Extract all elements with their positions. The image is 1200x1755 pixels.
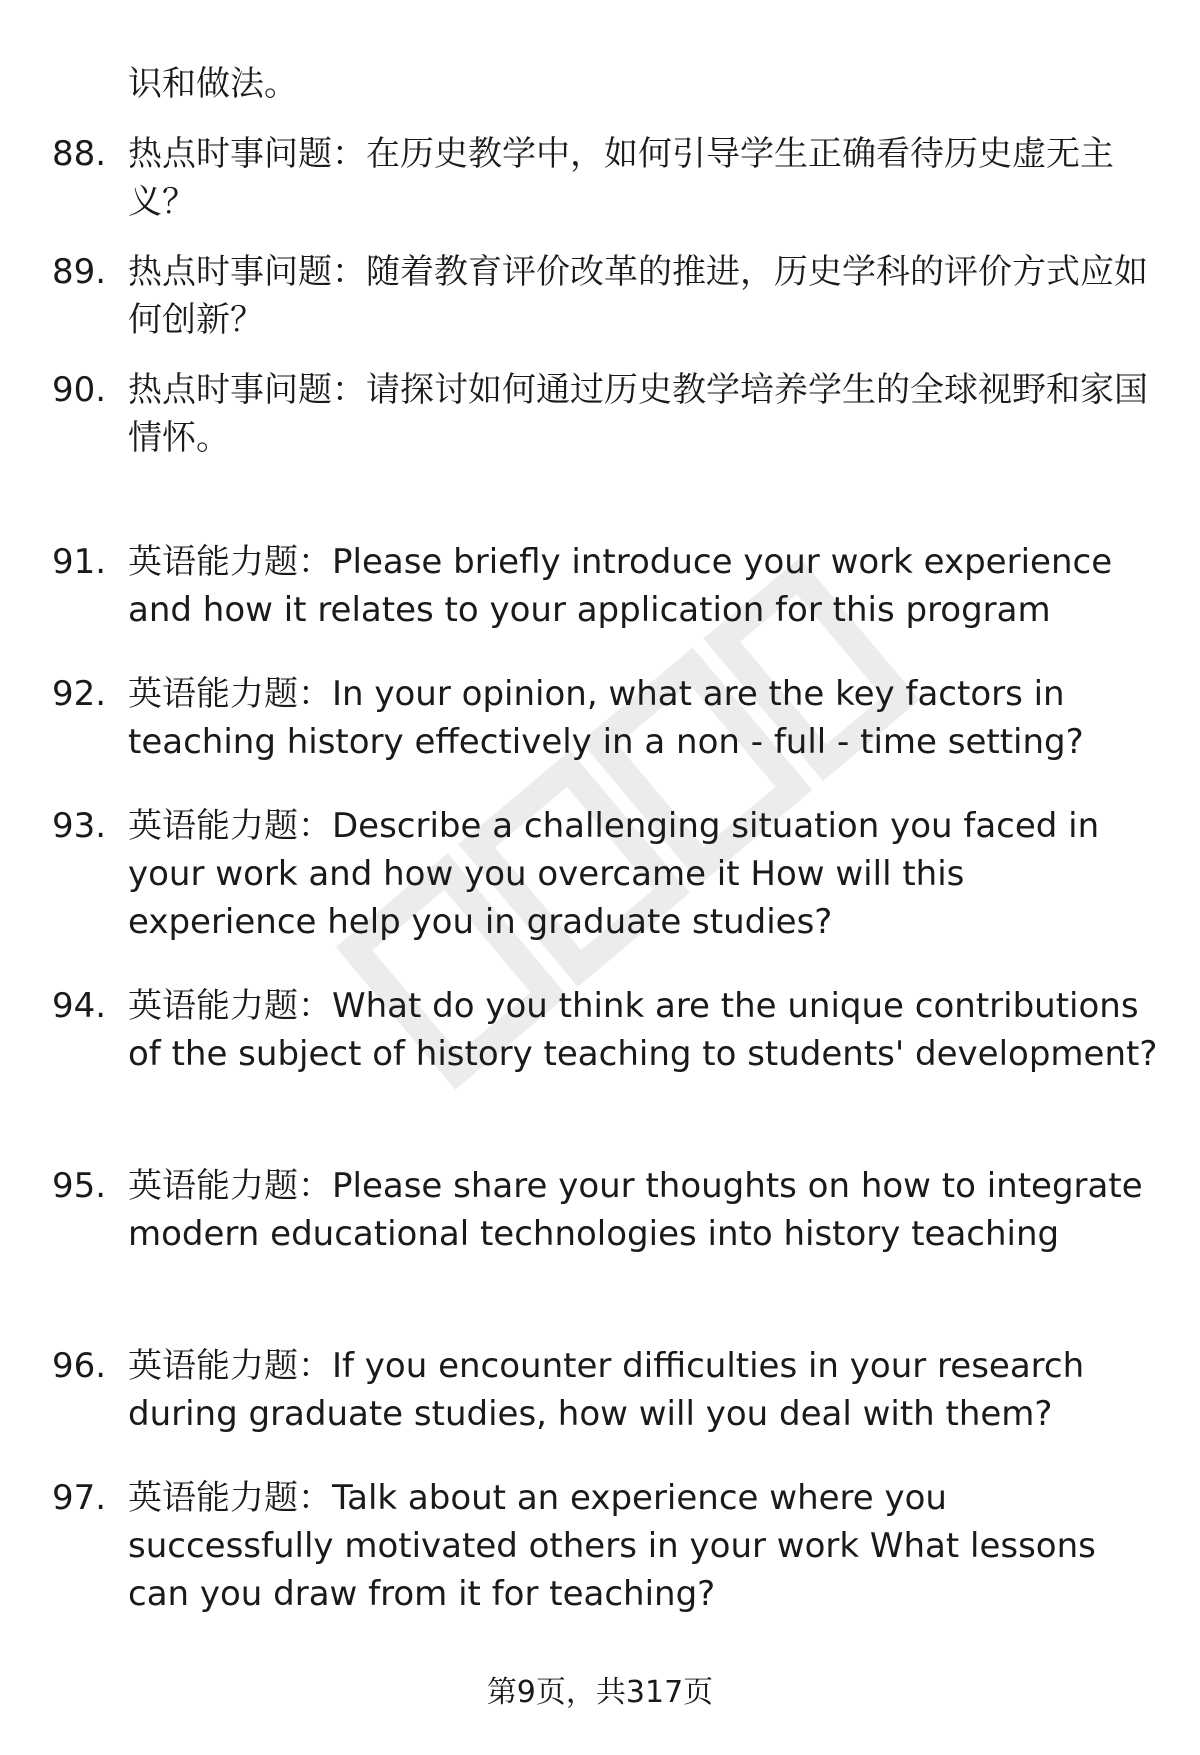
item-number: 97.: [52, 1478, 107, 1518]
page-footer: 第9页，共317页: [486, 1675, 714, 1710]
item-text: 英语能力题：Please share your thoughts on how to integrate modern educational technologies into history teaching: [128, 1166, 1143, 1254]
item-text: 英语能力题：Please briefly introduce your work experience and how it relates to your application for this program: [128, 542, 1113, 630]
item-number: 93.: [52, 806, 107, 846]
item-number: 95.: [52, 1166, 107, 1206]
item-text: 英语能力题：In your opinion, what are the key factors in teaching history effectively in a non - full - time setting?: [128, 674, 1084, 762]
item-number: 96.: [52, 1346, 107, 1386]
item-number: 90.: [52, 370, 107, 410]
item-text: 热点时事问题：在历史教学中，如何引导学生正确看待历史虚无主义？: [128, 134, 1114, 222]
item-text: 英语能力题：If you encounter difficulties in your research during graduate studies, how will you deal with them?: [128, 1346, 1085, 1434]
item-text: 英语能力题：Talk about an experience where you successfully motivated others in your work What lessons can you draw from it for teaching?: [128, 1478, 1096, 1614]
item-number: 91.: [52, 542, 107, 582]
item-text: 热点时事问题：随着教育评价改革的推进，历史学科的评价方式应如何创新？: [128, 252, 1148, 340]
continuation-text: 识和做法。: [128, 64, 298, 104]
item-text: 英语能力题：Describe a challenging situation you faced in your work and how you overcame it How will this experience help you in graduate studies?: [128, 806, 1100, 942]
item-text: 热点时事问题：请探讨如何通过历史教学培养学生的全球视野和家国情怀。: [128, 370, 1148, 458]
item-text: 英语能力题：What do you think are the unique contributions of the subject of history teaching to students' development?: [128, 986, 1158, 1074]
item-number: 92.: [52, 674, 107, 714]
item-number: 89.: [52, 252, 107, 292]
item-number: 88.: [52, 134, 107, 174]
item-number: 94.: [52, 986, 107, 1026]
